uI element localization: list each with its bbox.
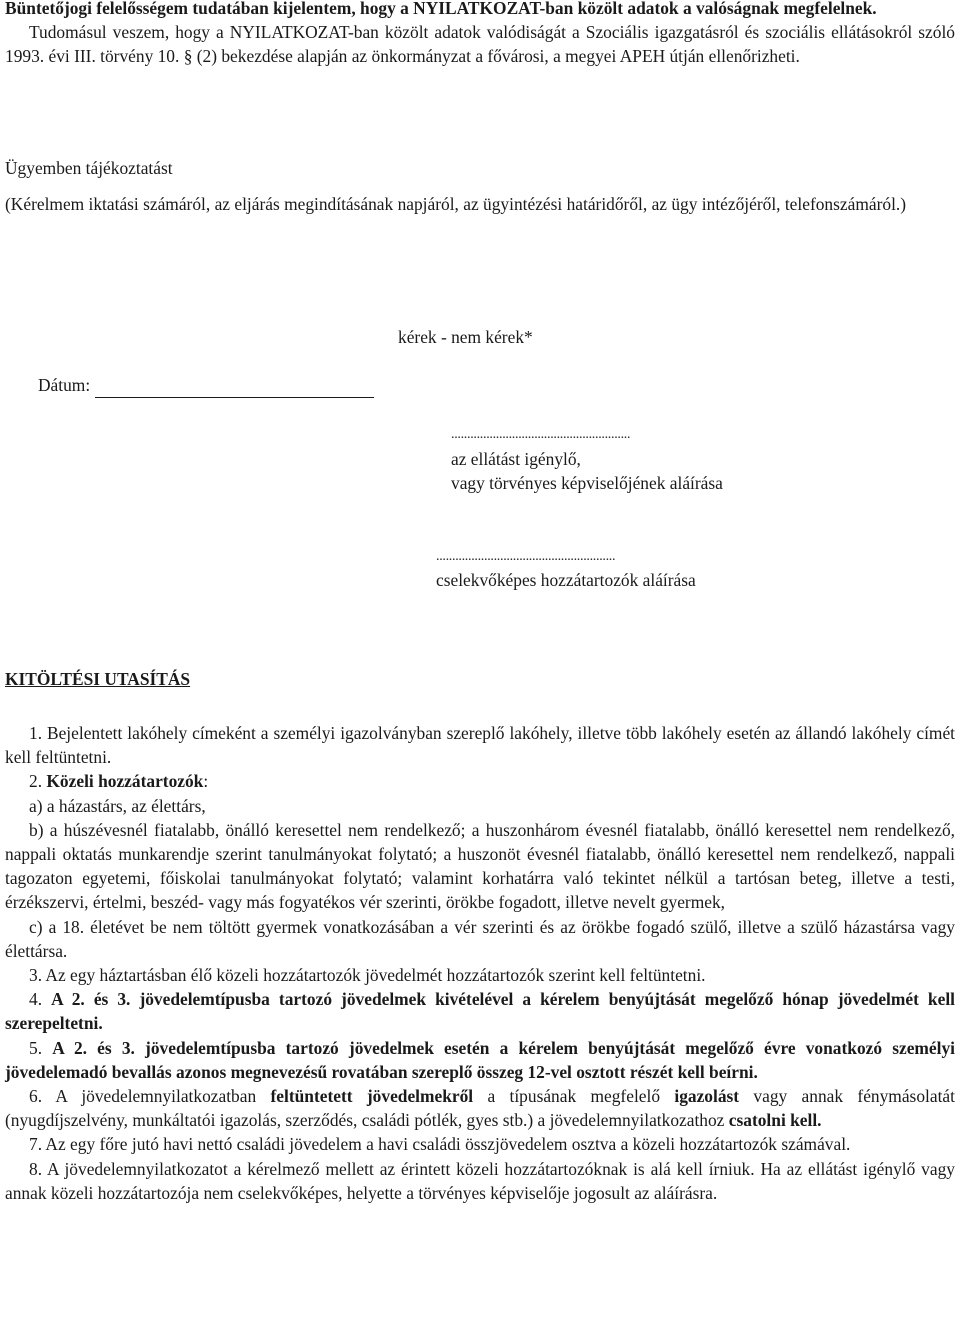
instruction-6-part-b: feltüntetett jövedelmekről [270, 1086, 474, 1107]
instruction-4-number: 4. [29, 989, 43, 1010]
instruction-4-text: A 2. és 3. jövedelemtípusba tartozó jövedelmek kivételével a kérelem benyújtását megelőző hónap jövedelmét kell szerepeltetni. [5, 989, 955, 1034]
declaration-statement: Büntetőjogi felelősségem tudatában kijelentem, hogy a NYILATKOZAT-ban közölt adatok a valóságnak megfelelnek. [5, 0, 877, 18]
info-detail: (Kérelmem iktatási számáról, az eljárás megindításának napjáról, az ügyintézési határidőről, az ügy intézőjéről, telefonszámáról.) [5, 194, 907, 214]
instruction-6-part-e: vagy annak fénymásolatát (nyugdíjszelvény, munkáltatói igazolás, szerződés, családi pótlék, gyes stb.) a jövedelemnyilatkozathoz [5, 1086, 955, 1131]
instructions-body [5, 721, 955, 1205]
instruction-6-part-d: igazolást [674, 1086, 740, 1107]
instruction-6-part-f: csatolni kell. [728, 1110, 822, 1131]
instruction-4 [5, 987, 955, 1035]
instruction-5-number: 5. [29, 1037, 43, 1058]
instruction-2c: c) a 18. életévet be nem töltött gyermek vonatkozásában a vér szerinti és az örökbe fogadó szülő, illetve a szülő házastársa vagy élettársa. [5, 916, 955, 961]
instruction-2-number: 2. [29, 771, 43, 792]
instructions-title: KITÖLTÉSI UTASÍTÁS [5, 669, 191, 689]
instruction-2-title: Közeli hozzátartozók [46, 771, 204, 792]
info-choice: kérek - nem kérek* [398, 327, 533, 347]
declaration [5, 0, 955, 69]
instruction-6-part-a: 6. A jövedelemnyilatkozatban [29, 1086, 257, 1107]
instruction-5-text: A 2. és 3. jövedelemtípusba tartozó jövedelmek esetén a kérelem benyújtását megelőző évre vonatkozó személyi jövedelemadó bevallás azonos megnevezésű rovatában szereplő összeg 12-vel osztott részét kell beírni. [5, 1037, 955, 1082]
instruction-3: 3. Az egy háztartásban élő közeli hozzátartozók jövedelmét hozzátartozók szerint kell feltüntetni. [29, 965, 706, 986]
date-label: Dátum: [38, 375, 91, 395]
instruction-2b: b) a húszévesnél fiatalabb, önálló keresettel nem rendelkező; a huszonhárom évesnél fiatalabb, önálló keresettel nem rendelkező, nappali oktatás munkarendje szerint tanulmányokat folytató; a huszonöt évesnél fiatalabb, önálló keresettel nem rendelkező, nappali tagozaton egyetemi, főiskolai tanulmányokat folytató; valamint korhatárra való tekintet nélkül a tartósan beteg, illetve a testi, érzékszervi, értelmi, beszéd- vagy más fogyatékos vér szerinti, örökbe fogadott, illetve nevelt gyermek, [5, 819, 955, 913]
instruction-7: 7. Az egy főre jutó havi nettó családi jövedelem a havi családi összjövedelem osztva a közeli hozzátartozók számával. [29, 1134, 851, 1155]
instruction-6-part-c: a típusának megfelelő [487, 1086, 661, 1107]
instruction-2a: a) a házastárs, az élettárs, [29, 795, 206, 816]
declaration-acknowledgement: Tudomásul veszem, hogy a NYILATKOZAT-ban közölt adatok valódiságát a Szociális igazgatásról és szociális ellátásokról szóló 1993. évi III. törvény 10. § (2) bekezdése alapján az önkormányzat a fővárosi, a megyei APEH útján ellenőrizheti. [5, 22, 955, 67]
instruction-1: 1. Bejelentett lakóhely címeként a személyi igazolványban szereplő lakóhely, illetve több lakóhely esetén az állandó lakóhely címét kell feltüntetni. [5, 723, 955, 768]
date-field-line[interactable] [95, 397, 374, 398]
signature-caption-applicant-1: az ellátást igénylő, [451, 449, 581, 469]
signature-caption-relatives: cselekvőképes hozzátartozók aláírása [436, 570, 696, 590]
info-heading: Ügyemben tájékoztatást [5, 158, 173, 178]
instruction-2-colon: : [203, 771, 209, 792]
instruction-5 [5, 1036, 955, 1084]
instruction-8: 8. A jövedelemnyilatkozatot a kérelmező mellett az érintett közeli hozzátartozóknak is alá kell írniuk. Ha az ellátást igénylő vagy annak közeli hozzátartozója nem cselekvőképes, helyette a törvényes képviselője jogosult az aláírásra. [5, 1158, 955, 1203]
signature-line-relatives: ........................................................ [436, 549, 616, 564]
signature-line-applicant: ........................................................ [451, 427, 631, 442]
instruction-6 [5, 1084, 955, 1132]
instruction-2-heading [5, 769, 955, 793]
signature-caption-applicant-2: vagy törvényes képviselőjének aláírása [451, 473, 723, 493]
